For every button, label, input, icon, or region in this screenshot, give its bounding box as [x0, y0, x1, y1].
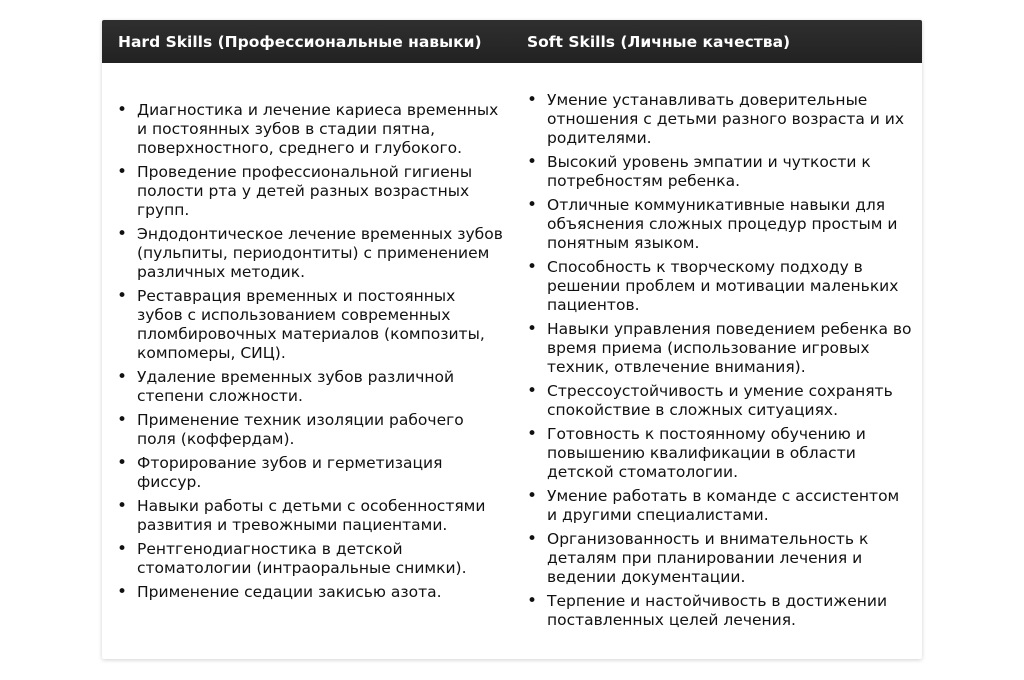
list-item: • Терпение и настойчивость в достижении поставленных целей лечения. [512, 592, 922, 630]
hard-skills-heading: Hard Skills (Профессиональные навыки) [118, 32, 482, 51]
list-item: • Фторирование зубов и герметизация фиссур. [102, 454, 512, 492]
list-item: • Стрессоустойчивость и умение сохранять спокойствие в сложных ситуациях. [512, 382, 922, 420]
hard-skills-list [102, 101, 512, 602]
list-item: • Способность к творческому подходу в решении проблем и мотивации маленьких пациентов. [512, 258, 922, 315]
list-item: • Готовность к постоянному обучению и повышению квалификации в области детской стоматологии. [512, 425, 922, 482]
hard-skills-column [102, 63, 512, 607]
soft-skills-list [512, 91, 922, 630]
list-item: • Навыки управления поведением ребенка во время приема (использование игровых техник, отвлечение внимания). [512, 320, 922, 377]
list-item: • Проведение профессиональной гигиены полости рта у детей разных возрастных групп. [102, 163, 512, 220]
soft-skills-column [512, 63, 922, 635]
soft-skills-heading: Soft Skills (Личные качества) [527, 32, 791, 51]
skills-table [102, 20, 922, 659]
list-item: • Умение устанавливать доверительные отношения с детьми разного возраста и их родителями. [512, 91, 922, 148]
list-item: • Удаление временных зубов различной степени сложности. [102, 368, 512, 406]
list-item: • Диагностика и лечение кариеса временных и постоянных зубов в стадии пятна, поверхностного, среднего и глубокого. [102, 101, 512, 158]
list-item: • Реставрация временных и постоянных зубов с использованием современных пломбировочных материалов (композиты, компомеры, СИЦ). [102, 287, 512, 363]
list-item: • Навыки работы с детьми с особенностями развития и тревожными пациентами. [102, 497, 512, 535]
list-item: • Эндодонтическое лечение временных зубов (пульпиты, периодонтиты) с применением различных методик. [102, 225, 512, 282]
list-item: • Применение техник изоляции рабочего поля (коффердам). [102, 411, 512, 449]
list-item: • Организованность и внимательность к деталям при планировании лечения и ведении документации. [512, 530, 922, 587]
list-item: • Умение работать в команде с ассистентом и другими специалистами. [512, 487, 922, 525]
list-item: • Применение седации закисью азота. [102, 583, 512, 602]
list-item: • Отличные коммуникативные навыки для объяснения сложных процедур простым и понятным языком. [512, 196, 922, 253]
list-item: • Высокий уровень эмпатии и чуткости к потребностям ребенка. [512, 153, 922, 191]
table-header [102, 20, 922, 63]
list-item: • Рентгенодиагностика в детской стоматологии (интраоральные снимки). [102, 540, 512, 578]
